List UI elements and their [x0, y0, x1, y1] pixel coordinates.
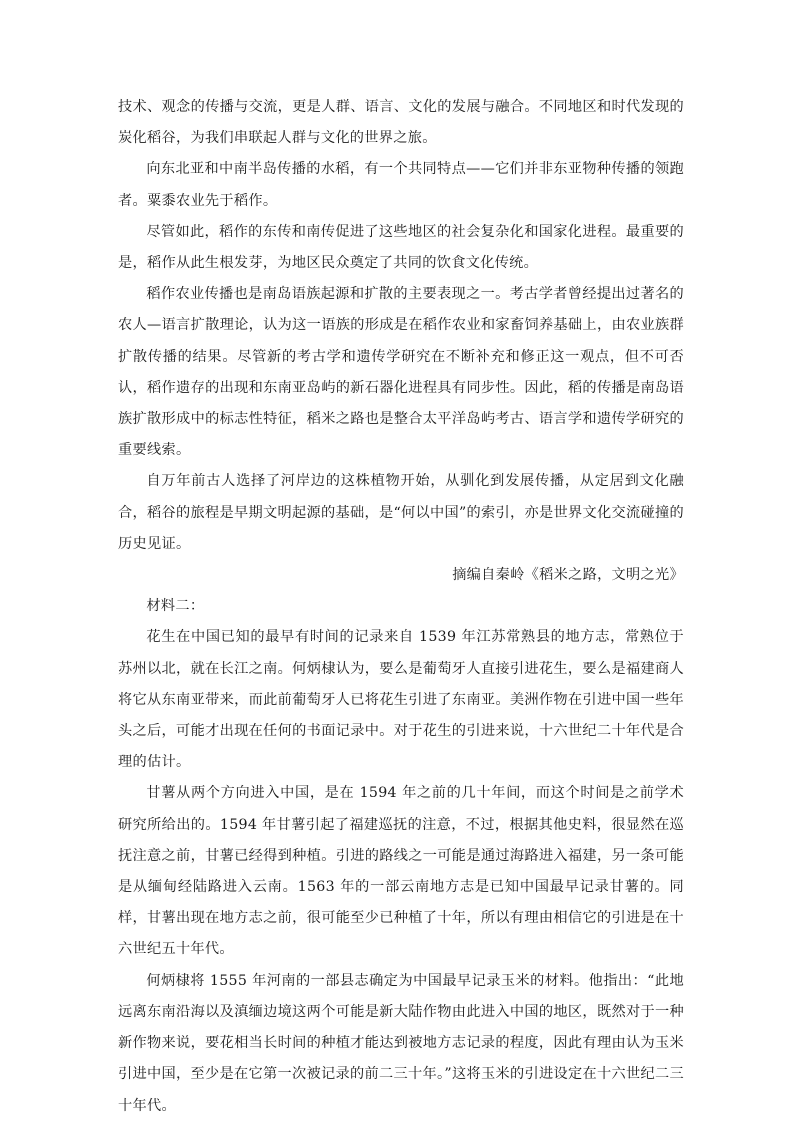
paragraph-rice-spread: 向东北亚和中南半岛传播的水稻，有一个共同特点——它们并非东亚物种传播的领跑者。粟黍农业先于稻作。 — [118, 161, 684, 209]
source-citation: 摘编自秦岭《稻米之路，文明之光》 — [452, 567, 684, 584]
paragraph-maize: 何炳棣将 1555 年河南的一部县志确定为中国最早记录玉米的材料。他指出：“此地远离东南沿海以及滇缅边境这两个可能是新大陆作物由此进入中国的地区，既然对于一种新作物来说，要花相当长时间的种植才能达到被地方志记录的程度，因此有理由认为玉米引进中国，至少是在它第一次被记录的前二三十年。”这将玉米的引进设定在十六世纪二三十年代。 — [118, 972, 684, 1114]
paragraph-sweet-potato: 甘薯从两个方向进入中国，是在 1594 年之前的几十年间，而这个时间是之前学术研究所给出的。1594 年甘薯引起了福建巡抚的注意，不过，根据其他史料，很显然在巡抚注意之前，甘薯已经得到种植。引进的路线之一可能是通过海路进入福建，另一条可能是从缅甸经陆路进入云南。1563 年的一部云南地方志是已知中国最早记录甘薯的。同样，甘薯出现在地方志之前，很可能至少已种植了十年，所以有理由相信它的引进是在十六世纪五十年代。 — [118, 785, 684, 958]
paragraph-peanut: 花生在中国已知的最早有时间的记录来自 1539 年江苏常熟县的地方志，常熟位于苏州以北，就在长江之南。何炳棣认为，要么是葡萄牙人直接引进花生，要么是福建商人将它从东南亚带来，而此前葡萄牙人已将花生引进了东南亚。美洲作物在引进中国一些年头之后，可能才出现在任何的书面记录中。对于花生的引进来说，十六世纪二十年代是合理的估计。 — [118, 629, 684, 771]
paragraph-continuation: 技术、观念的传播与交流，更是人群、语言、文化的发展与融合。不同地区和时代发现的炭化稻谷，为我们串联起人群与文化的世界之旅。 — [118, 99, 684, 147]
material-two-heading: 材料二： — [146, 598, 205, 615]
paragraph-austronesian: 稻作农业传播也是南岛语族起源和扩散的主要表现之一。考古学者曾经提出过著名的农人—语言扩散理论，认为这一语族的形成是在稻作农业和家畜饲养基础上，由农业族群扩散传播的结果。尽管新的考古学和遗传学研究在不断补充和修正这一观点，但不可否认，稻作遗存的出现和东南亚岛屿的新石器化进程具有同步性。因此，稻的传播是南岛语族扩散形成中的标志性特征，稻米之路也是整合太平洋岛屿考古、语言学和遗传学研究的重要线索。 — [118, 286, 684, 459]
paragraph-nevertheless: 尽管如此，稻作的东传和南传促进了这些地区的社会复杂化和国家化进程。最重要的是，稻作从此生根发芽，为地区民众奠定了共同的饮食文化传统。 — [118, 223, 684, 272]
document-page — [118, 92, 684, 1122]
paragraph-conclusion: 自万年前古人选择了河岸边的这株植物开始，从驯化到发展传播，从定居到文化融合，稻谷的旅程是早期文明起源的基础，是“何以中国”的索引，亦是世界文化交流碰撞的历史见证。 — [118, 473, 684, 552]
